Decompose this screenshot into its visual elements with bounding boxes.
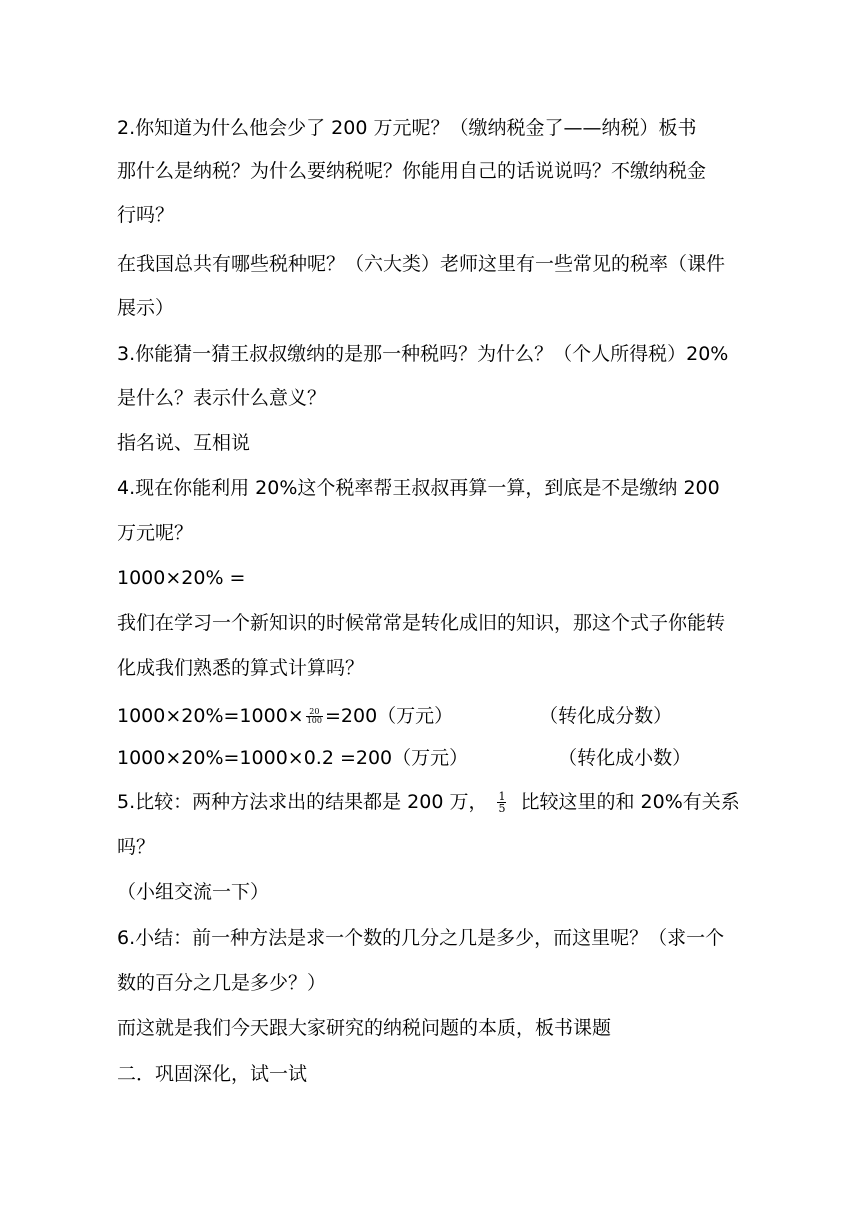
paragraph-4-line-3: 1000×20% = [117,567,246,589]
paragraph-3-line-1: 3.你能猜一猜王叔叔缴纳的是那一种税吗？为什么？（个人所得税）20% [117,343,729,365]
equation-1-left: 1000×20%=1000× [117,705,304,727]
fraction-numerator: 20 [306,708,323,717]
paragraph-3-line-2: 是什么？表示什么意义？ [117,387,327,409]
equation-2: 1000×20%=1000×0.2 =200（万元） [117,747,469,769]
paragraph-5-line-2: 吗？ [117,836,156,858]
equation-fraction-line [117,704,672,728]
paragraph-4-line-5: 化成我们熟悉的算式计算吗？ [117,657,365,679]
paragraph-2-line-1: 2.你知道为什么他会少了 200 万元呢？（缴纳税金了——纳税）板书 [117,117,697,139]
fraction-denominator: 100 [306,716,322,725]
paragraph-2-line-4: 在我国总共有哪些税种呢？（六大类）老师这里有一些常见的税率（课件 [117,253,726,275]
paragraph-2-line-5: 展示） [117,297,175,319]
paragraph-5-part-1: 5.比较：两种方法求出的结果都是 200 万， [117,791,488,813]
equation-1-note: （转化成分数） [539,705,673,727]
paragraph-5-line-3: （小组交流一下） [117,881,270,903]
fraction-1-over-5 [497,791,506,814]
paragraph-5-part-2: 比较这里的和 20%有关系 [520,791,740,813]
paragraph-4-line-4: 我们在学习一个新知识的时候常常是转化成旧的知识，那这个式子你能转 [117,612,726,634]
fraction-numerator: 1 [498,790,506,803]
paragraph-2-line-2: 那什么是纳税？为什么要纳税呢？你能用自己的话说说吗？不缴纳税金 [117,160,707,182]
equation-1-right: =200（万元） [324,705,454,727]
paragraph-2-line-3: 行吗？ [117,204,175,226]
paragraph-6-line-3: 而这就是我们今天跟大家研究的纳税问题的本质，板书课题 [117,1017,612,1039]
paragraph-4-line-2: 万元呢？ [117,522,194,544]
equation-2-note: （转化成小数） [558,747,692,769]
section-2-heading: 二．巩固深化，试一试 [117,1063,308,1085]
paragraph-6-line-1: 6.小结：前一种方法是求一个数的几分之几是多少，而这里呢？（求一个 [117,927,725,949]
equation-decimal-line [117,746,691,770]
paragraph-6-line-2: 数的百分之几是多少？） [117,972,327,994]
paragraph-5-line-1 [117,790,740,814]
fraction-denominator: 5 [498,802,506,815]
paragraph-4-line-1: 4.现在你能利用 20%这个税率帮王叔叔再算一算，到底是不是缴纳 200 [117,477,720,499]
paragraph-3-line-3: 指名说、互相说 [117,432,251,454]
fraction-20-over-100 [306,708,323,725]
